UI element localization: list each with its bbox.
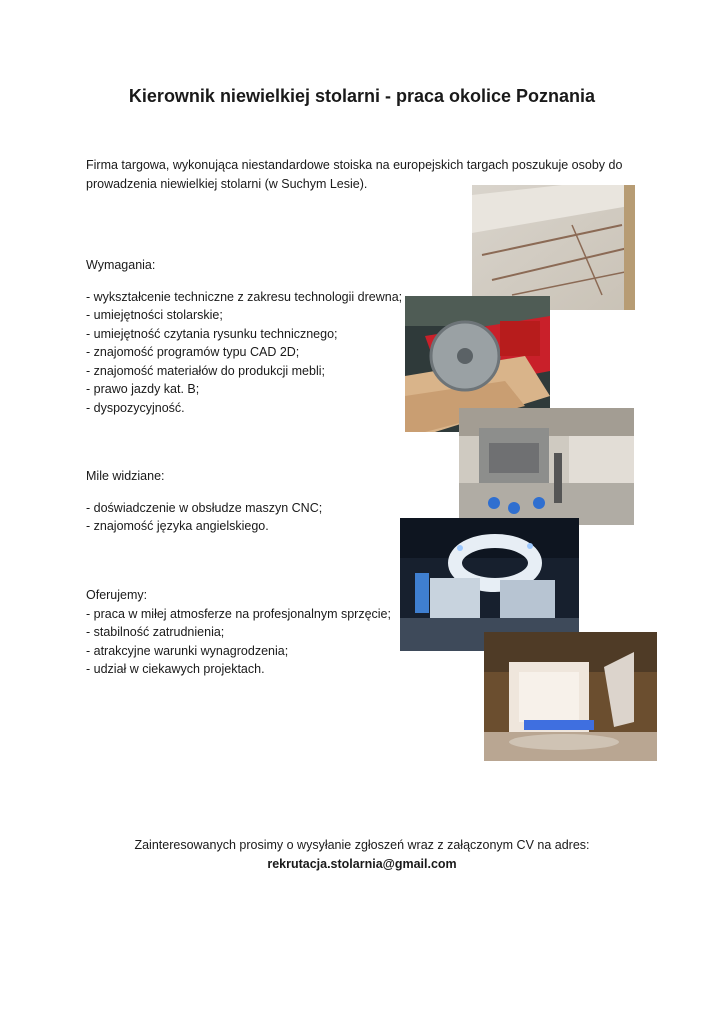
offer-section [86,586,391,679]
cnc-machine-photo [459,408,634,525]
list-item: - udział w ciekawych projektach. [86,662,265,676]
nice-to-have-list [86,499,322,536]
footer [0,836,724,874]
list-item: - stabilność zatrudnienia; [86,625,225,639]
nice-to-have-heading: Mile widziane: [86,469,165,483]
offer-heading: Oferujemy: [86,588,148,602]
nice-to-have-section [86,467,322,536]
list-item: - umiejętność czytania rysunku technicznego; [86,326,338,341]
requirements-section [86,256,402,417]
list-item: - atrakcyjne warunki wynagrodzenia; [86,643,289,658]
list-item: - znajomość języka angielskiego. [86,519,269,533]
list-item: - prawo jazdy kat. B; [86,382,200,396]
footer-line: Zainteresowanych prosimy o wysyłanie zgłoszeń wraz z załączonym CV na adres: [134,838,590,852]
intro-paragraph: Firma targowa, wykonująca niestandardowe stoiska na europejskich targach poszukuje osoby do prowadzenia niewielkiej stolarni (w Suchym Lesie). [86,158,623,191]
requirements-list [86,288,402,418]
requirements-heading: Wymagania: [86,258,156,272]
list-item: - wykształcenie techniczne z zakresu technologii drewna; [86,289,403,304]
wood-panel-photo [472,185,635,310]
contact-email[interactable]: rekrutacja.stolarnia@gmail.com [267,857,457,871]
page-title: Kierownik niewielkiej stolarni - praca okolice Poznania [128,86,596,106]
exhibition-stand-light-photo [484,632,657,761]
list-item: - praca w miłej atmosferze na profesjonalnym sprzęcie; [86,606,391,621]
list-item: - dyspozycyjność. [86,400,185,415]
list-item: - umiejętności stolarskie; [86,308,223,322]
list-item: - znajomość programów typu CAD 2D; [86,345,300,359]
list-item: - doświadczenie w obsłudze maszyn CNC; [86,500,323,515]
offer-list [86,605,391,679]
list-item: - znajomość materiałów do produkcji mebli; [86,363,325,378]
